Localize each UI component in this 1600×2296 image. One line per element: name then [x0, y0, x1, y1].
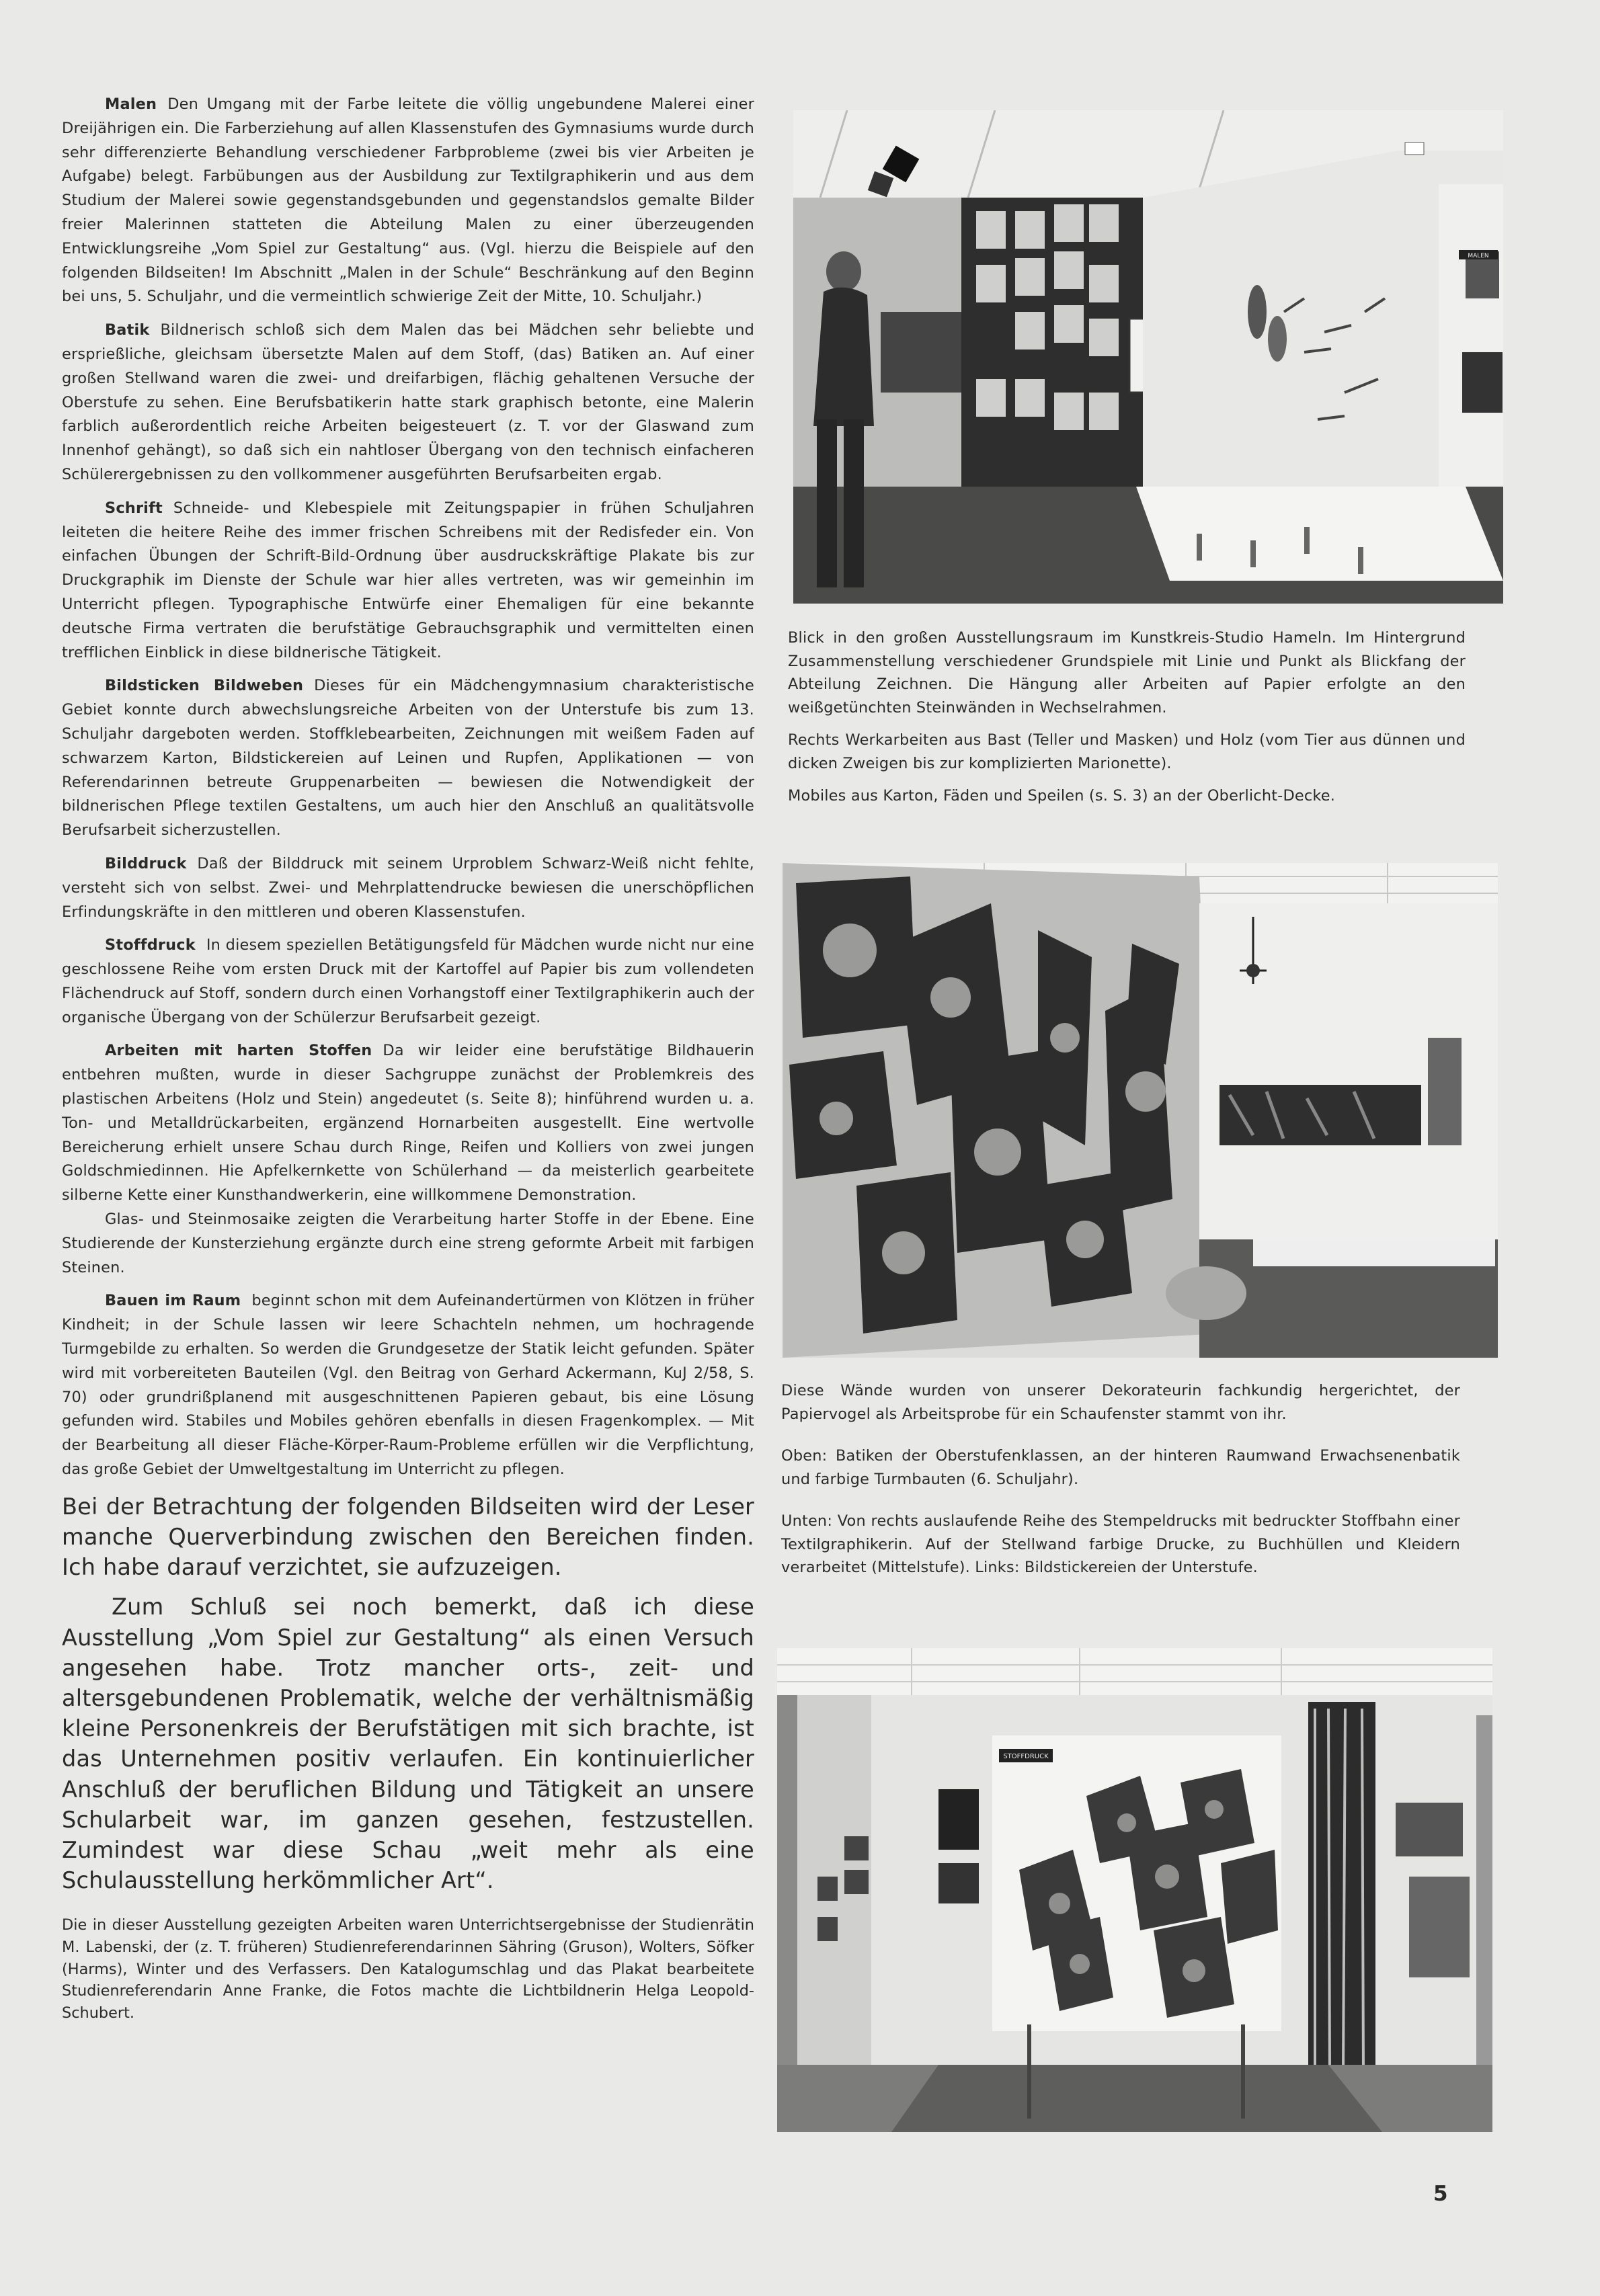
paragraph-batik — [62, 319, 754, 487]
paragraph-heading: Malen — [105, 95, 157, 113]
paragraph-text: Den Umgang mit der Farbe leitete die völlig ungebundene Malerei einer Dreijährigen ein. Die Farberziehung auf allen Klassenstufen des Gymnasiums wurde durch sehr differenzierte Behandlung verschiedener Farbprobleme (zwei bis vier Arbeiten je Aufgabe) belegt. Farbübungen aus der Ausbildung zur Textilgraphikerin und aus dem Studium der Malerei sowie gegenstandsgebunden und gegenstandslos gemalte Bilder freier Malerinnen statteten die Abteilung Malen zu einer überzeugenden Entwicklungsreihe „Vom Spiel zur Gestaltung“ aus. (Vgl. hierzu die Beispiele auf den folgenden Bildseiten! Im Abschnitt „Malen in der Schule“ Beschränkung auf den Beginn bei uns, 5. Schuljahr, und die vermeintlich schwierige Zeit der Mitte, 10. Schuljahr.) — [62, 95, 754, 306]
caption-paragraph: Oben: Batiken der Oberstufenklassen, an der hinteren Raumwand Erwachsenenbatik und farbige Turmbauten (6. Schuljahr). — [781, 1447, 1460, 1488]
photo-stoffdruck-image — [777, 1648, 1492, 2132]
paragraph-heading: Bildsticken Bildweben — [105, 677, 304, 695]
paragraph-bildsticken — [62, 674, 754, 843]
paragraph-heading: Bilddruck — [105, 854, 187, 872]
sign-stoffdruck: STOFFDRUCK — [1003, 1753, 1049, 1760]
paragraph-heading: Schrift — [105, 499, 163, 517]
caption-photo-1 — [788, 626, 1466, 817]
paragraph-text: In diesem speziellen Betätigungsfeld für Mädchen wurde nicht nur eine geschlossene Reihe vom ersten Druck mit der Kartoffel auf Papier bis zum vollendeten Flächendruck auf Stoff, sondern durch einen Vorhangstoff einer Textilgraphikerin auch der organische Übergang von der Schülerzur Berufsarbeit gezeigt. — [62, 936, 754, 1026]
paragraph-stoffdruck — [62, 934, 754, 1030]
paragraph-harte-stoffe — [62, 1039, 754, 1208]
paragraph-text: Schneide- und Klebespiele mit Zeitungspapier in frühen Schuljahren leiteten die heitere Reihe des immer frischen Schreibens mit der Redisfeder ein. Von einfachen Übungen der Schrift-Bild-Ordnung über ausdruckskräftige Plakate bis zur Druckgraphik im Dienste der Schule war hier alles vertreten, was wir gemeinhin im Unterricht pflegen. Typographische Entwürfe einer Ehemaligen für eine bekannte deutsche Firma vertraten die berufstätige Gebrauchsgraphik und vermittelten einen trefflichen Einblick in diese bildnerische Tätigkeit. — [62, 499, 754, 661]
paragraph-text: Dieses für ein Mädchengymnasium charakteristische Gebiet konnte durch abwechslungsreiche Arbeiten von der Unterstufe bis zum 13. Schuljahr dargeboten werden. Stoffklebearbeiten, Zeichnungen mit weißem Faden auf schwarzem Karton, Bildstickereien auf Leinen und Rupfen, Applikationen — von Referendarinnen betreute Gruppenarbeiten — bewiesen die Notwendigkeit der bildnerischen Pflege textilen Gestaltens, um auch hier den Anschluß an qualitätsvolle Berufsarbeit sicherzustellen. — [62, 677, 754, 839]
sign-malen: MALEN — [1468, 253, 1489, 259]
caption-paragraph: Blick in den großen Ausstellungsraum im Kunstkreis-Studio Hameln. Im Hintergrund Zusammenstellung verschiedener Grundspiele mit Linie und Punkt als Blickfang der Abteilung Zeichnen. Die Hängung aller Arbeiten auf Papier erfolgte an den weißgetünchten Steinwänden in Wechselrahmen. — [788, 629, 1466, 716]
photo-exhibition-room — [793, 110, 1503, 604]
caption-paragraph: Mobiles aus Karton, Fäden und Speilen (s. S. 3) an der Oberlicht-Decke. — [788, 787, 1336, 805]
page-number: 5 — [1433, 2182, 1448, 2206]
paragraph-text: Daß der Bilddruck mit seinem Urproblem Schwarz-Weiß nicht fehlte, versteht sich von selbst. Zwei- und Mehrplattendrucke bewiesen die unerschöpflichen Erfindungskräfte in den mittleren und oberen Klassenstufen. — [62, 854, 754, 921]
caption-paragraph: Rechts Werkarbeiten aus Bast (Teller und Masken) und Holz (vom Tier aus dünnen und dicken Zweigen bis zur komplizierten Marionette). — [788, 731, 1466, 772]
paragraph-heading: Bauen im Raum — [105, 1292, 241, 1310]
photo-stoffdruck — [777, 1648, 1492, 2132]
paragraph-malen — [62, 93, 754, 309]
paragraph-heading: Batik — [105, 321, 150, 339]
caption-paragraph: Unten: Von rechts auslaufende Reihe des Stempeldrucks mit bedruckter Stoffbahn einer Textilgraphikerin. Auf der Stellwand farbige Drucke, zu Buchhüllen und Kleidern verarbeitet (Mittelstufe). Links: Bildstickereien der Unterstufe. — [781, 1512, 1460, 1576]
photo-batik-walls — [783, 863, 1498, 1358]
paragraph-text: Glas- und Steinmosaike zeigten die Verarbeitung harter Stoffe in der Ebene. Eine Studierende der Kunsterziehung ergänzte durch eine streng geformte Arbeit mit farbigen Steinen. — [62, 1211, 754, 1276]
caption-photo-2 — [781, 1379, 1460, 1589]
paragraph-text: Da wir leider eine berufstätige Bildhauerin entbehren mußten, wurde in dieser Sachgruppe zunächst der Problemkreis des plastischen Arbeitens (Holz und Stein) angedeutet (s. Seite 8); hinführend wurden u. a. Ton- und Metalldrückarbeiten, ergänzend Hornarbeiten ausgestellt. Eine wertvolle Bereicherung erhielt unsere Schau durch Ringe, Reifen und Kolliers von zwei jungen Goldschmiedinnen. Hie Apfelkernkette von Schülerhand — da meisterlich gearbeitete silberne Kette einer Kunsthandwerkerin, eine willkommene Demonstration. — [62, 1042, 755, 1204]
paragraph-schrift — [62, 497, 754, 665]
paragraph-text: beginnt schon mit dem Aufeinandertürmen von Klötzen in früher Kindheit; in der Schule lassen wir leere Schachteln nehmen, um hochragende Turmgebilde zu erhalten. So werden die Grundgesetze der Statik leicht gefunden. Später wird mit vorbereiteten Bauteilen (Vgl. den Beitrag von Gerhard Ackermann, KuJ 2/58, S. 70) oder grundrißplanend mit ausgeschnittenen Papieren gebaut, bis eine Lösung gefunden wird. Stabiles und Mobiles gehören ebenfalls in diesen Fragenkomplex. — Mit der Bearbeitung all dieser Fläche-Körper-Raum-Probleme erfüllen wir die Verpflichtung, das große Gebiet der Umweltgestaltung im Unterricht zu pflegen. — [62, 1292, 754, 1479]
article-body — [62, 93, 754, 2024]
paragraph-bilddruck — [62, 852, 754, 924]
paragraph-heading: Arbeiten mit harten Stoffen — [105, 1042, 372, 1060]
paragraph-text: Bildnerisch schloß sich dem Malen das bei Mädchen sehr beliebte und ersprießliche, gleichsam übersetzte Malen auf dem Stoff, (das) Batiken an. Auf einer großen Stellwand waren die zwei- und dreifarbigen, flächig gehaltenen Versuche der Oberstufe zu sehen. Eine Berufsbatikerin hatte stark graphisch betonte, eine Malerin farblich außerordentlich reiche Arbeiten beigesteuert (z. T. vor der Glaswand zum Innenhof gehängt), so daß sich ein nahtloser Übergang von den technisch einfacheren Schülerergebnissen zu den vollkommener ausgeführten Berufsarbeiten ergab. — [62, 321, 754, 483]
photo-exhibition-room-image — [793, 110, 1503, 604]
paragraph-bauen — [62, 1289, 754, 1481]
closing-paragraph-1: Bei der Betrachtung der folgenden Bildseiten wird der Leser manche Querverbindung zwischen den Bereichen finden. Ich habe darauf verzichtet, sie aufzuzeigen. — [62, 1493, 754, 1581]
paragraph-heading: Stoffdruck — [105, 936, 196, 954]
closing-paragraph-2: Zum Schluß sei noch bemerkt, daß ich diese Ausstellung „Vom Spiel zur Gestaltung“ als einen Versuch angesehen habe. Trotz mancher orts-, zeit- und altersgebundenen Problematik, welche der verhältnismäßig kleine Personenkreis der Berufstätigen mit sich brachte, ist das Unternehmen positiv verlaufen. Ein kontinuierlicher Anschluß der beruflichen Bildung und Tätigkeit an unsere Schularbeit war, im ganzen gesehen, festzustellen. Zumindest war diese Schau „weit mehr als eine Schulausstellung herkömmlicher Art“. — [62, 1594, 754, 1894]
paragraph-mosaik — [62, 1208, 754, 1280]
caption-paragraph: Diese Wände wurden von unserer Dekorateurin fachkundig hergerichtet, der Papiervogel als Arbeitsprobe für ein Schaufenster stammt von ihr. — [781, 1382, 1460, 1423]
credits: Die in dieser Ausstellung gezeigten Arbeiten waren Unterrichtsergebnisse der Studienrätin M. Labenski, der (z. T. früheren) Studienreferendarinnen Sähring (Gruson), Wolters, Söfker (Harms), Winter und des Verfassers. Den Katalogumschlag und das Plakat bearbeitete Studienreferendarin Anne Franke, die Fotos machte die Lichtbildnerin Helga Leopold-Schubert. — [62, 1916, 754, 2022]
photo-batik-walls-image — [783, 863, 1498, 1358]
